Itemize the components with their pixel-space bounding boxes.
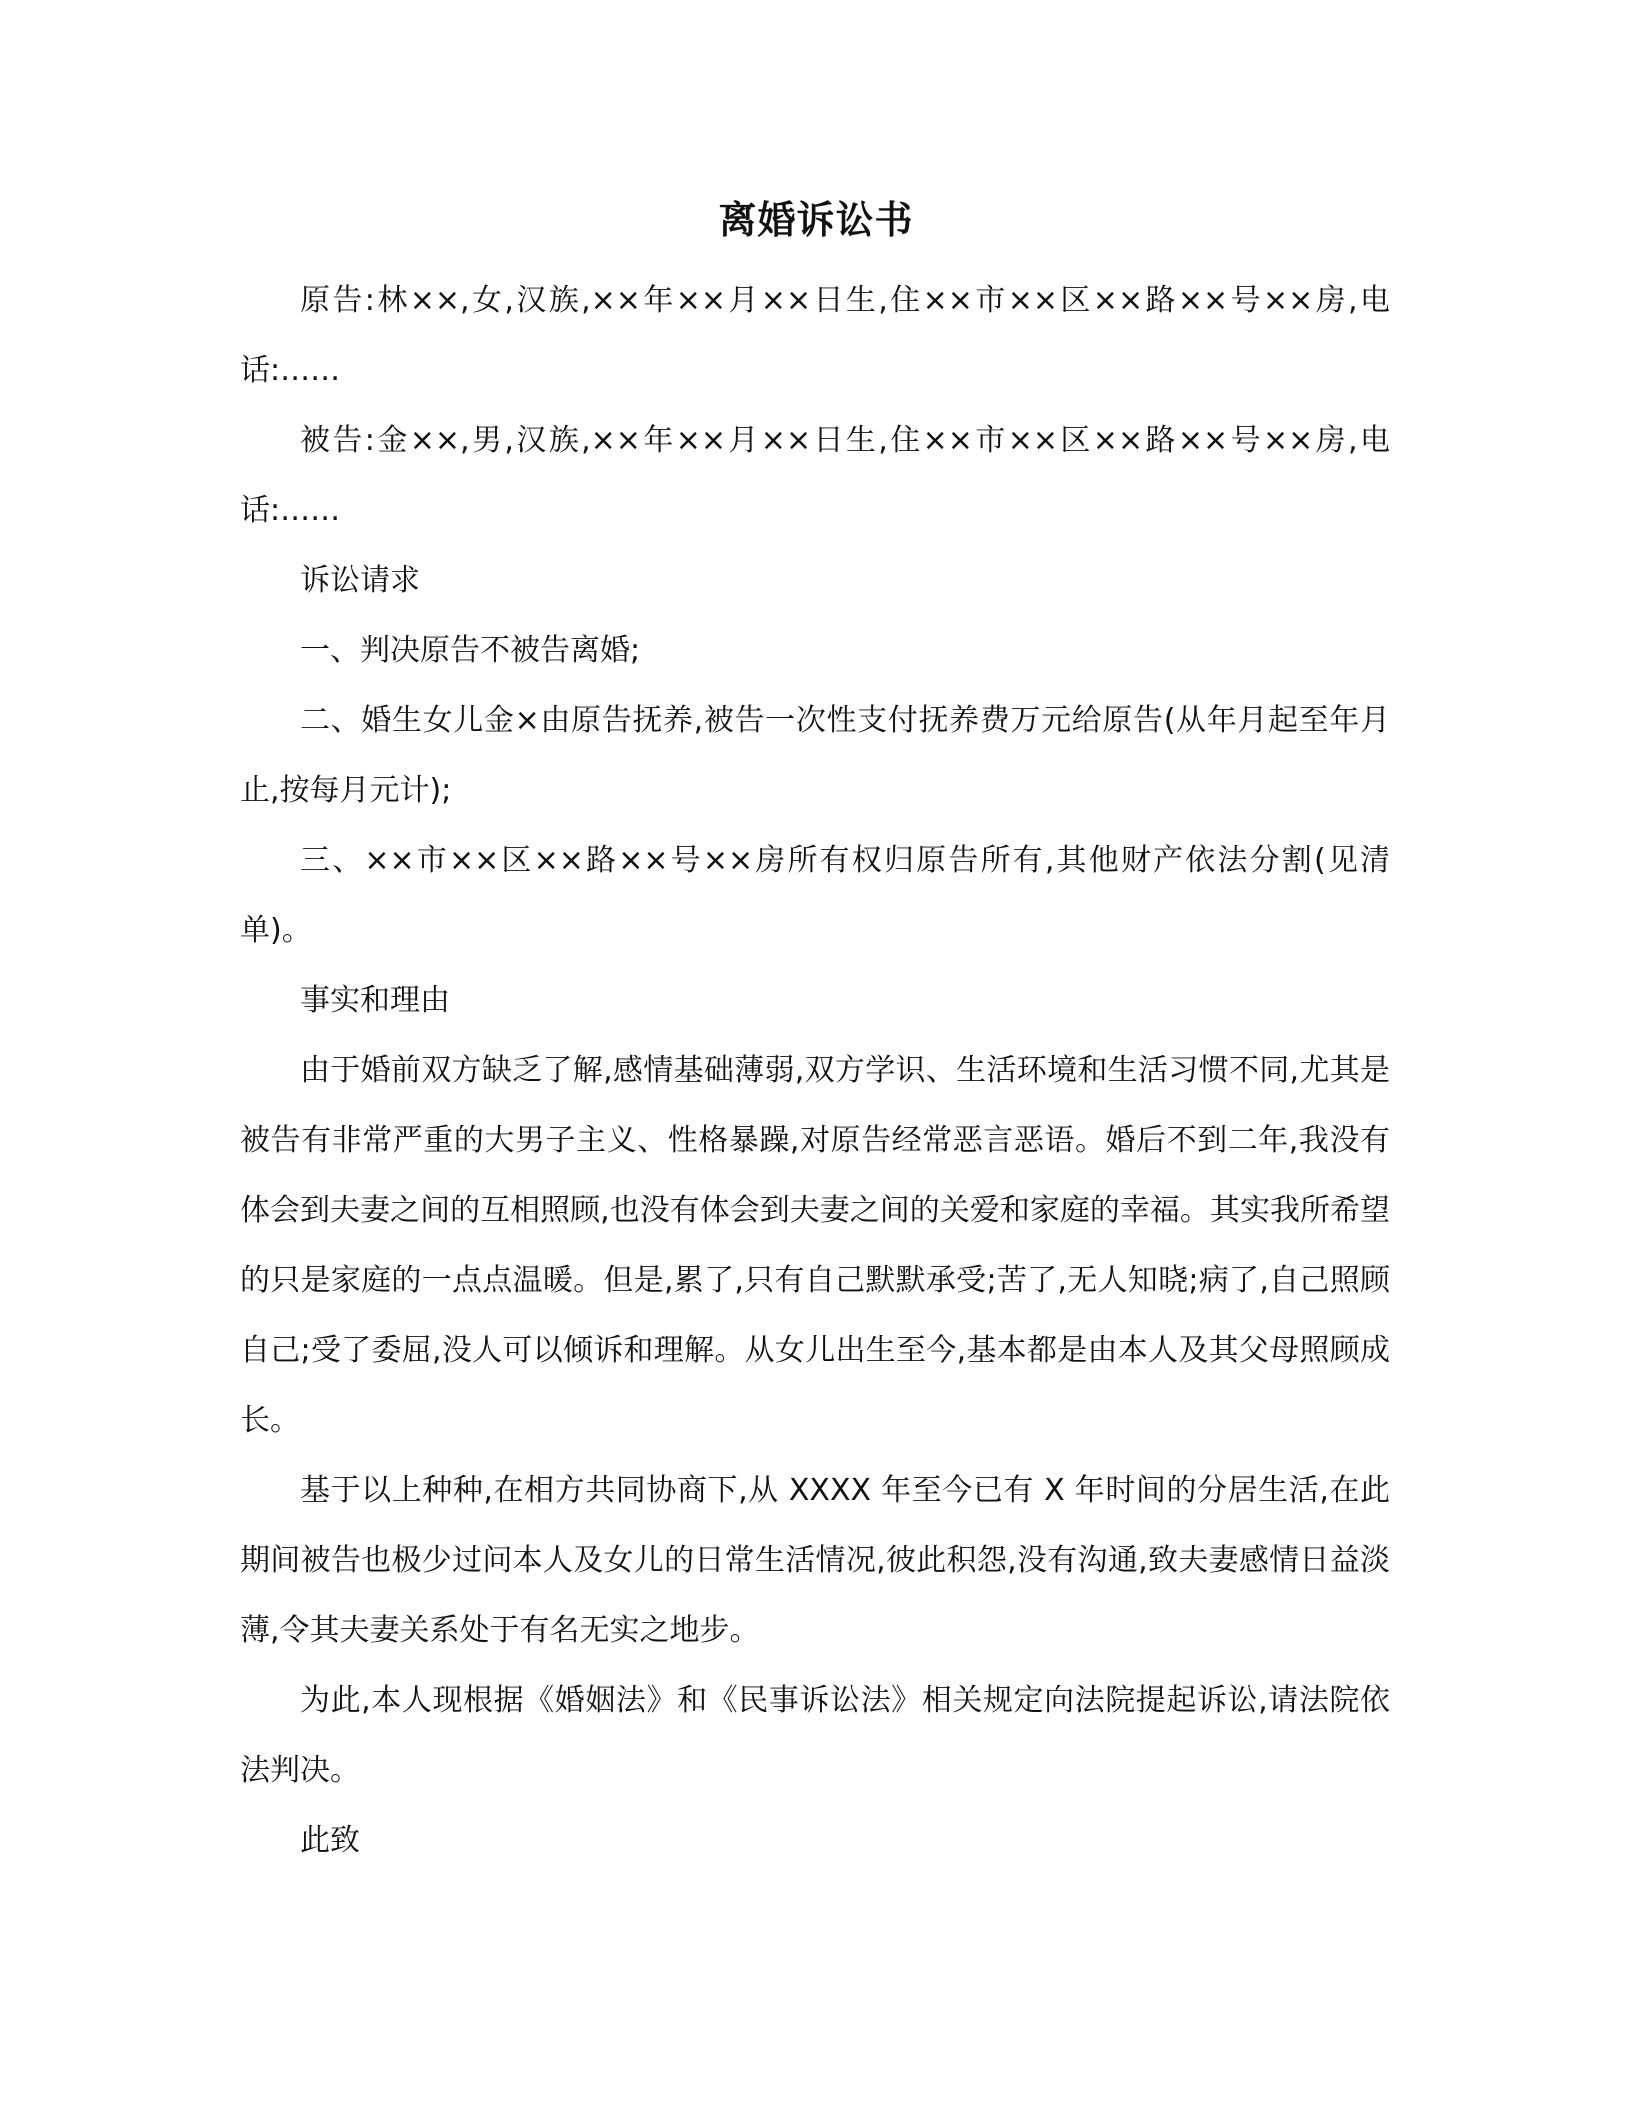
closing-salutation: 此致 [300,1823,360,1858]
document-body [240,266,1390,1876]
facts-paragraph-1: 由于婚前双方缺乏了解,感情基础薄弱,双方学识、生活环境和生活习惯不同,尤其是被告有非常严重的大男子主义、性格暴躁,对原告经常恶言恶语。婚后不到二年,我没有体会到夫妻之间的互相照顾,也没有体会到夫妻之间的关爱和家庭的幸福。其实我所希望的只是家庭的一点点温暖。但是,累了,只有自己默默承受;苦了,无人知晓;病了,自己照顾自己;受了委屈,没人可以倾诉和理解。从女儿出生至今,基本都是由本人及其父母照顾成长。 [240,1053,1390,1438]
defendant-info: 被告:金××,男,汉族,××年××月××日生,住××市××区××路××号××房,电话:…… [240,423,1390,528]
claim-item-1: 一、判决原告不被告离婚; [300,633,641,668]
plaintiff-info: 原告:林××,女,汉族,××年××月××日生,住××市××区××路××号××房,电话:…… [240,283,1390,388]
conclusion-paragraph: 为此,本人现根据《婚姻法》和《民事诉讼法》相关规定向法院提起诉讼,请法院依法判决。 [240,1683,1390,1788]
facts-heading: 事实和理由 [300,983,450,1018]
document-title: 离婚诉讼书 [718,198,914,242]
claim-item-3: 三、××市××区××路××号××房所有权归原告所有,其他财产依法分割(见清单)。 [240,843,1390,948]
claims-heading: 诉讼请求 [300,563,420,598]
facts-paragraph-2: 基于以上种种,在相方共同协商下,从 XXXX 年至今已有 X 年时间的分居生活,在此期间被告也极少过问本人及女儿的日常生活情况,彼此积怨,没有沟通,致夫妻感情日益淡薄,令其夫妻关系处于有名无实之地步。 [240,1473,1390,1648]
claim-item-2: 二、婚生女儿金×由原告抚养,被告一次性支付抚养费万元给原告(从年月起至年月止,按每月元计); [240,703,1390,808]
